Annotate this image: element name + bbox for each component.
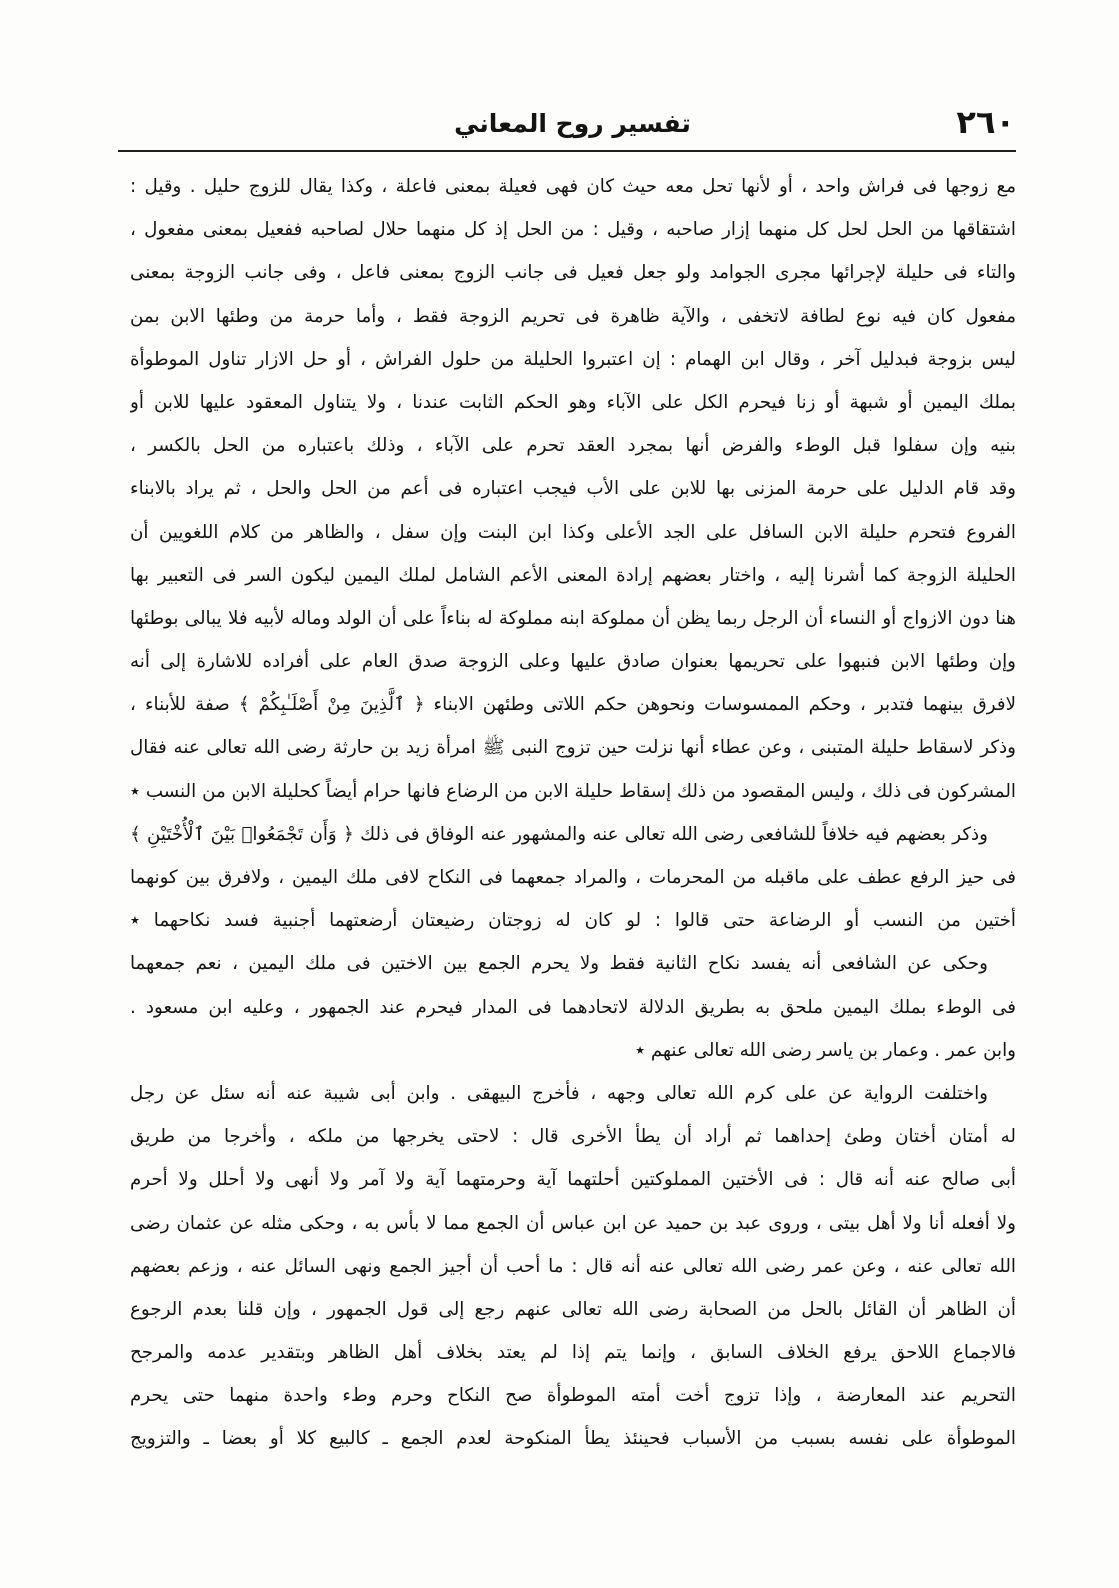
text-line: مع زوجها فى فراش واحد ، أو لأنها تحل معه حيث كان فهى فعيلة بمعنى فاعلة ، وكذا يقال للزوج حليل . وقيل : xyxy=(130,176,1016,197)
text-line: بنيه وإن سفلوا قبل الوطء والفرض أنها بمجرد العقد تحرم على الآباء ، وذلك باعتباره من الحل بالكسر ، xyxy=(130,435,1016,457)
text-line: أن الظاهر أن القائل بالحل من الصحابة رضى الله تعالى عنهم رجع إلى قول الجمهور ، وإن قلنا بعدم الرجوع xyxy=(130,1298,1016,1320)
text-line: أختين من النسب أو الرضاعة حتى قالوا : لو كان له زوجتان رضيعتان أرضعتهما أجنبية فسد نكاحهما ٭ xyxy=(130,910,1016,932)
text-line: فى حيز الرفع عطف على ماقبله من المحرمات ، والمراد جمعهما فى النكاح لافى ملك اليمين ، ولافرق بين كونهما xyxy=(130,867,1016,888)
text-line: الحليلة الزوجة كما أشرنا إليه ، واختار بعضهم إرادة المعنى الأعم الشامل لملك اليمين ليكون السر فى التعبير بها xyxy=(130,564,1016,586)
text-line: ولا أفعله أنا ولا أهل بيتى ، وروى عبد بن حميد عن ابن عباس أن الجمع مما لا بأس به ، وحكى مثله عن عثمان رضى xyxy=(130,1212,1016,1234)
page-title: تفسير روح المعاني xyxy=(454,109,691,138)
page-number: ٢٦٠ xyxy=(956,103,1015,141)
text-line: الفروع فتحرم حليلة الابن السافل على الجد الأعلى وكذا ابن البنت وإن سفل ، والظاهر من كلام اللغويين أن xyxy=(130,521,1016,543)
text-line: هنا دون الازواج أو النساء أن الرجل ربما يظن أن مملوكة ابنه مملوكة له بناءاً على أن الولد وماله لأبيه فلا يبالى بوطئها xyxy=(130,607,1016,629)
text-line: والتاء فى حليلة لإجرائها مجرى الجوامد ولو جعل فعيل فى جانب الزوج بمعنى فاعل ، وفى جانب الزوجة بمعنى xyxy=(130,262,1016,284)
text-line: وذكر بعضهم فيه خلافاً للشافعى رضى الله تعالى عنه والمشهور عنه الوفاق فى ذلك ﴿ وَأَن تَجْمَعُوا۟ بَيْنَ ٱلْأُخْتَيْنِ ﴾ xyxy=(130,823,988,845)
text-line: وحكى عن الشافعى أنه يفسد نكاح الثانية فقط ولا يحرم الجمع بين الاختين فى ملك اليمين ، نعم جمعهما xyxy=(130,953,988,975)
text-line: وذكر لاسقاط حليلة المتبنى ، وعن عطاء أنها نزلت حين تزوج النبى ﷺ امرأة زيد بن حارثة رضى الله تعالى عنه فقال xyxy=(130,737,1016,759)
text-line: وقد قام الدليل على حرمة المزنى بها للابن على الأب فيجب اعتباره فى أعم من الحل والحل ، ثم يراد بالابناء xyxy=(130,478,1016,500)
text-line: وابن عمر . وعمار بن ياسر رضى الله تعالى عنهم ٭ xyxy=(635,1039,1016,1061)
header-rule xyxy=(118,150,1016,152)
text-line: الله تعالى عنه ، وعن عمر رضى الله تعالى عنه أنه قال : ما أحب أن أجيز الجمع ونهى السائل عنه ، وزعم بعضهم xyxy=(130,1255,1016,1277)
text-line: فالاجماع اللاحق يرفع الخلاف السابق ، وإنما يتم إذا لم يعتد بخلاف أهل الظاهر وبتقدير عدمه والمرجح xyxy=(130,1342,1016,1364)
body-text xyxy=(130,165,1016,1461)
text-line: وإن وطئها الابن فنبهوا على تحريمها بعنوان صادق عليها وعلى الزوجة صدق العام على أفراده للاشارة إلى أنه xyxy=(130,651,1016,673)
text-line: بملك اليمين أو شبهة أو زنا فيحرم الكل على الآباء وهو الحكم الثابت عندنا ، ولا يتناول المعقود عليها للابن أو xyxy=(130,391,1016,413)
text-line: الموطوأة على نفسه بسبب من الأسباب فحينئذ يطأ المنكوحة لعدم الجمع ـ كالبيع كلا أو بعضا ـ والتزويج xyxy=(130,1428,1016,1450)
text-line: المشركون فى ذلك ، وليس المقصود من ذلك إسقاط حليلة الابن من الرضاع فانها حرام أيضاً كحليلة الابن من النسب ٭ xyxy=(130,780,1016,802)
text-line: أبى صالح عنه أنه قال : فى الأختين المملوكتين أحلتهما آية وحرمتهما آية ولا آمر ولا أنهى ولا أحلل ولا أحرم xyxy=(130,1169,1016,1191)
text-line: اشتقاقها من الحل لحل كل منهما إزار صاحبه ، وقيل : من الحل إذ كل منهما حلال لصاحبه ففعيل بمعنى مفعول ، xyxy=(130,219,1016,241)
text-line: مفعول كان فيه نوع لطافة لاتخفى ، والآية ظاهرة فى تحريم الزوجة فقط ، وأما حرمة من وطئها الابن بمن xyxy=(130,305,1016,327)
text-line: واختلفت الرواية عن على كرم الله تعالى وجهه ، فأخرج البيهقى . وابن أبى شيبة عنه أنه سئل عن رجل xyxy=(130,1082,988,1104)
text-line: التحريم عند المعارضة ، وإذا تزوج أخت أمته الموطوأة صح النكاح وحرم وطء واحدة منهما حتى يحرم xyxy=(130,1385,1016,1407)
text-line: لافرق بينهما فتدبر ، وحكم الممسوسات ونحوهن حكم اللاتى وطئهن الابناء ﴿ ٱلَّذِينَ مِنْ أَصْلَـٰبِكُمْ ﴾ صفة للأبناء ، xyxy=(130,694,1016,716)
text-line: فى الوطء بملك اليمين ملحق به بطريق الدلالة لاتحادهما فى المدار فيحرم عند الجمهور ، وعليه ابن مسعود . xyxy=(130,996,1016,1018)
text-line: له أمتان أختان وطئ إحداهما ثم أراد أن يطأ الأخرى قال : لاحتى يخرجها من ملكه ، وأخرجا من طريق xyxy=(130,1126,1016,1148)
text-line: ليس بزوجة فبدليل آخر ، وقال ابن الهمام : إن اعتبروا الحليلة من حلول الفراش ، أو حل الازار تناول الموطوأة xyxy=(130,348,1016,370)
